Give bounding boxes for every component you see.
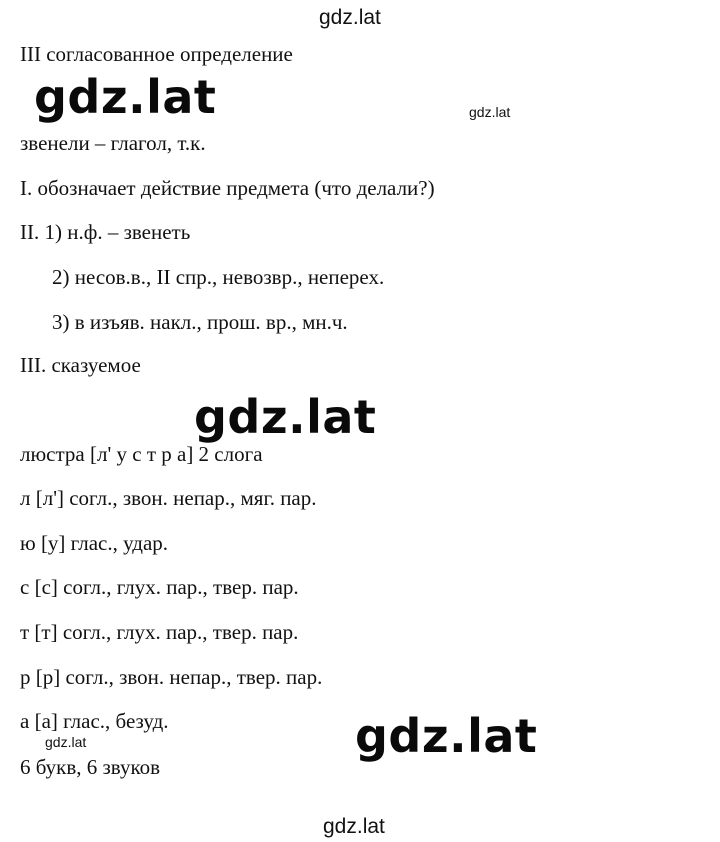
- watermark-large-1: gdz.lat: [34, 70, 217, 124]
- line-ii-2-constant-features: 2) несов.в., II спр., невозвр., неперех.: [52, 265, 385, 289]
- line-sound-a: а [а] глас., безуд.: [20, 709, 169, 733]
- line-iii-attribute: III согласованное определение: [20, 42, 293, 66]
- line-sound-l: л [л'] согл., звон. непар., мяг. пар.: [20, 486, 317, 510]
- watermark-small-left: gdz.lat: [45, 734, 87, 750]
- line-word-transcription: люстра [л' у с т р а] 2 слога: [20, 442, 263, 466]
- line-ii-1-initial-form: II. 1) н.ф. – звенеть: [20, 220, 191, 244]
- watermark-small-right: gdz.lat: [469, 104, 511, 120]
- line-i-meaning: I. обозначает действие предмета (что делали?): [20, 176, 435, 200]
- line-sound-r: р [р] согл., звон. непар., твер. пар.: [20, 665, 323, 689]
- watermark-bottom: gdz.lat: [323, 815, 385, 838]
- line-sound-t: т [т] согл., глух. пар., твер. пар.: [20, 620, 299, 644]
- line-verb-heading: звенели – глагол, т.к.: [20, 131, 206, 155]
- line-sound-yu: ю [у] глас., удар.: [20, 531, 169, 555]
- line-ii-3-variable-features: 3) в изъяв. накл., прош. вр., мн.ч.: [52, 310, 348, 334]
- watermark-large-2: gdz.lat: [194, 390, 377, 444]
- watermark-large-3: gdz.lat: [355, 709, 538, 763]
- watermark-top: gdz.lat: [319, 6, 381, 29]
- line-iii-predicate: III. сказуемое: [20, 353, 141, 377]
- line-letters-sounds-count: 6 букв, 6 звуков: [20, 755, 161, 779]
- line-sound-s: с [с] согл., глух. пар., твер. пар.: [20, 575, 299, 599]
